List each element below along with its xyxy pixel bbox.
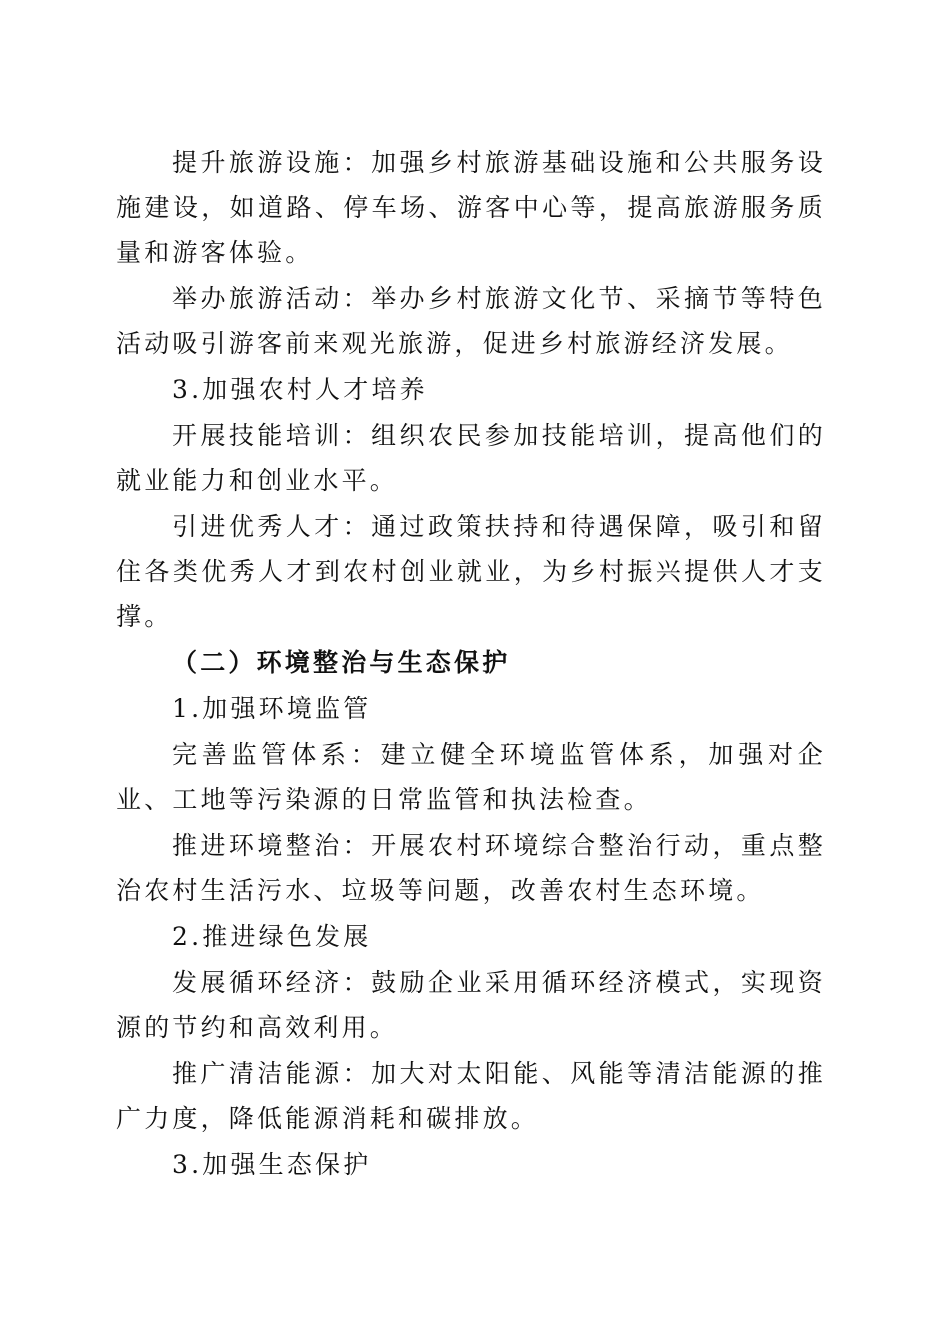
subheading-green-development: 2.推进绿色发展	[172, 922, 372, 951]
document-body	[116, 140, 826, 1188]
paragraph-tourism-facilities: 提升旅游设施：加强乡村旅游基础设施和公共服务设施建设，如道路、停车场、游客中心等，提高旅游服务质量和游客体验。	[116, 148, 826, 267]
paragraph-tourism-activities: 举办旅游活动：举办乡村旅游文化节、采摘节等特色活动吸引游客前来观光旅游，促进乡村旅游经济发展。	[116, 284, 826, 358]
subheading-environment-supervision: 1.加强环境监管	[172, 694, 372, 723]
paragraph-supervision-system: 完善监管体系：建立健全环境监管体系，加强对企业、工地等污染源的日常监管和执法检查。	[116, 740, 826, 814]
paragraph-circular-economy: 发展循环经济：鼓励企业采用循环经济模式，实现资源的节约和高效利用。	[116, 968, 826, 1042]
paragraph-environment-remediation: 推进环境整治：开展农村环境综合整治行动，重点整治农村生活污水、垃圾等问题，改善农村生态环境。	[116, 831, 826, 905]
paragraph-clean-energy: 推广清洁能源：加大对太阳能、风能等清洁能源的推广力度，降低能源消耗和碳排放。	[116, 1059, 826, 1133]
subheading-ecological-protection: 3.加强生态保护	[172, 1150, 372, 1179]
subheading-talent-training: 3.加强农村人才培养	[172, 375, 428, 404]
paragraph-skill-training: 开展技能培训：组织农民参加技能培训，提高他们的就业能力和创业水平。	[116, 421, 826, 495]
section-heading-environment: （二）环境整治与生态保护	[172, 648, 511, 677]
paragraph-talent-introduction: 引进优秀人才：通过政策扶持和待遇保障，吸引和留住各类优秀人才到农村创业就业，为乡村振兴提供人才支撑。	[116, 512, 826, 631]
